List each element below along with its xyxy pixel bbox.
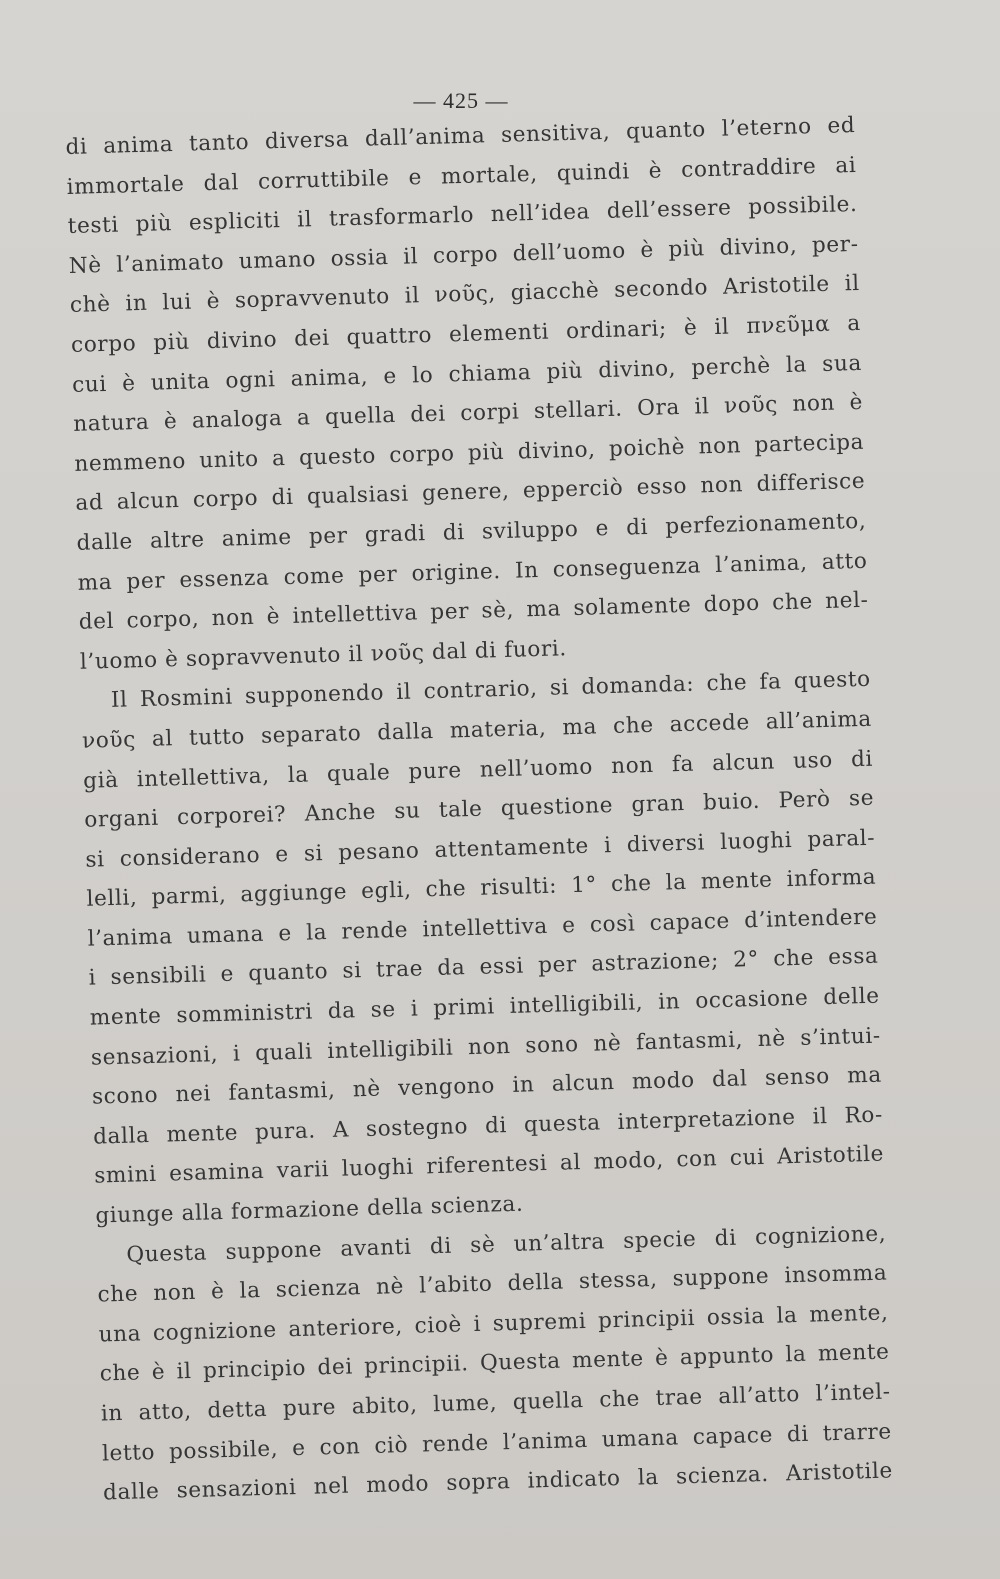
body-text: [65, 106, 893, 1513]
text-line: l’anima umana e la rende intellettiva e così capace d’intendere: [87, 904, 878, 952]
paragraph-start-line: Il Rosmini supponendo il contrario, si domanda: che fa questo: [110, 667, 872, 714]
text-line: in atto, detta pure abito, lume, quella che trae all’atto l’intel-: [100, 1379, 891, 1427]
text-line: di anima tanto diversa dall’anima sensitiva, quanto l’eterno ed: [65, 112, 856, 160]
text-line: natura è analoga a quella dei corpi stellari. Ora il νοῦς non è: [72, 389, 864, 438]
text-line: corpo più divino dei quattro elementi ordinari; è il πνεῦμα a: [70, 310, 862, 358]
text-line: del corpo, non è intellettiva per sè, ma solamente dopo che nel-: [78, 587, 869, 635]
text-line: che non è la scienza nè l’abito della stessa, suppone insomma: [97, 1260, 888, 1308]
text-line: immortale dal corruttibile e mortale, quindi è contraddire ai: [66, 152, 857, 200]
text-line: organi corporei? Anche su tale questione gran buio. Però se: [83, 785, 875, 833]
text-line: letto possibile, e con ciò rende l’anima umana capace di trarre: [101, 1419, 893, 1467]
paragraph-start-line: Questa suppone avanti di sè un’altra specie di cognizione,: [126, 1221, 887, 1268]
text-line: cui è unita ogni anima, e lo chiama più divino, perchè la sua: [71, 350, 863, 398]
text-line: che è il principio dei principii. Questa mente è appunto la mente: [99, 1339, 890, 1387]
text-line: νοῦς al tutto separato dalla materia, ma che accede all’anima: [81, 706, 873, 754]
text-line: ad alcun corpo di qualsiasi genere, epperciò esso non differisce: [75, 469, 866, 517]
text-line: si considerano e si pesano attentamente i diversi luoghi paral-: [85, 825, 876, 873]
text-line: scono nei fantasmi, nè vengono in alcun modo dal senso ma: [91, 1062, 883, 1110]
text-line: ma per essenza come per origine. In conseguenza l’anima, atto: [77, 548, 868, 596]
text-line: chè in lui è sopravvenuto il νοῦς, giacchè secondo Aristotile il: [69, 271, 861, 319]
text-line: Nè l’animato umano ossia il corpo dell’uomo è più divino, per-: [68, 231, 859, 279]
text-line: i sensibili e quanto si trae da essi per astrazione; 2° che essa: [88, 944, 879, 992]
text-line: lelli, parmi, aggiunge egli, che risulti: 1° che la mente informa: [86, 864, 877, 912]
text-line: già intellettiva, la quale pure nell’uomo non fa alcun uso di: [82, 746, 874, 794]
text-line: dalla mente pura. A sostegno di questa interpretazione il Ro-: [92, 1102, 884, 1150]
page-number: — 425 —: [413, 88, 509, 113]
text-line: dalle altre anime per gradi di sviluppo e di perfezionamento,: [76, 508, 867, 556]
text-line: l’uomo è sopravvenuto il νοῦς dal di fuori.: [79, 635, 568, 675]
text-line: dalle sensazioni nel modo sopra indicato la scienza. Aristotile: [102, 1458, 894, 1506]
text-line: smini esamina varii luoghi riferentesi al modo, con cui Aristotile: [93, 1141, 885, 1190]
text-line: nemmeno unito a questo corpo più divino, poichè non partecipa: [74, 429, 865, 477]
text-line: mente somministri da se i primi intelligibili, in occasione delle: [89, 983, 880, 1031]
text-line: una cognizione anteriore, cioè i supremi principii ossia la mente,: [98, 1300, 889, 1348]
text-line: sensazioni, i quali intelligibili non sono nè fantasmi, nè s’intui-: [90, 1023, 882, 1071]
text-line: giunge alla formazione della scienza.: [95, 1191, 524, 1229]
text-line: testi più espliciti il trasformarlo nell’idea dell’essere possibile.: [67, 192, 858, 240]
